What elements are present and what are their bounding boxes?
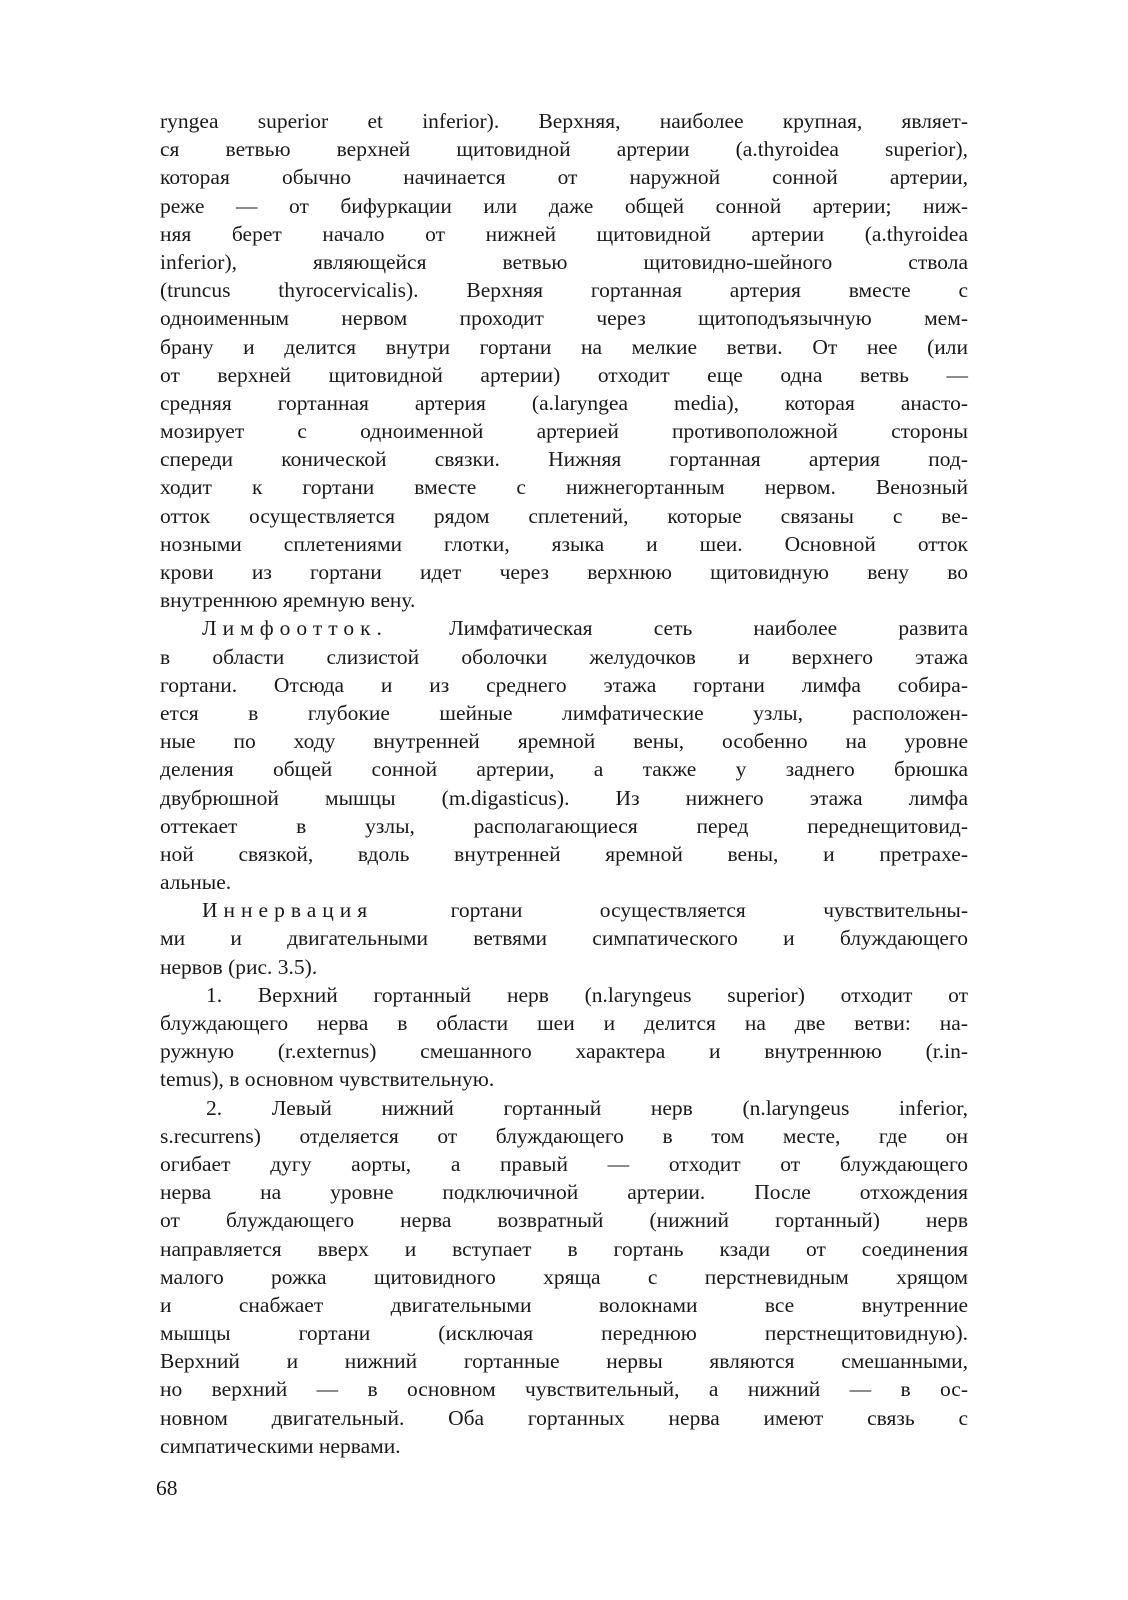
text-line: нозными сплетениями глотки, языка и шеи. Основной отток: [160, 531, 968, 556]
text-line: гортани. Отсюда и из среднего этажа гортани лимфа собира-: [160, 672, 968, 697]
text-line: малого рожка щитовидного хряща с перстневидным хрящом: [160, 1264, 968, 1289]
text-line: [160, 614, 968, 642]
text-line: средняя гортанная артерия (a.laryngea media), которая анасто-: [160, 390, 968, 415]
text-line: мышцы гортани (исключая переднюю перстнещитовидную).: [160, 1321, 968, 1346]
text-line: няя берет начало от нижней щитовидной артерии (a.thyroidea: [160, 221, 968, 246]
text-line: реже — от бифуркации или даже общей сонной артерии; ниж-: [160, 193, 968, 218]
text-line: которая обычно начинается от наружной сонной артерии,: [160, 165, 968, 190]
text-line: [160, 896, 968, 924]
text-line: крови из гортани идет через верхнюю щитовидную вену во: [160, 560, 968, 584]
text-line: деления общей сонной артерии, а также у заднего брюшка: [160, 757, 968, 782]
list-item-1: [160, 981, 968, 1094]
text-line: и снабжает двигательными волокнами все внутренние: [160, 1292, 968, 1317]
text-line: нерва на уровне подключичной артерии. После отхождения: [160, 1180, 968, 1205]
text-line: ryngea superior et inferior). Верхняя, наиболее крупная, являет-: [160, 109, 968, 133]
page-number: 68: [156, 1476, 178, 1500]
text-line: ми и двигательными ветвями симпатического и блуждающего: [160, 926, 968, 951]
paragraph-lymph: [160, 614, 968, 896]
text-line: от блуждающего нерва возвратный (нижний гортанный) нерв: [160, 1208, 968, 1233]
text-line: альные.: [160, 870, 232, 895]
text-line: одноименным нервом проходит через щитоподъязычную мем-: [160, 306, 968, 331]
text-line: 2. Левый нижний гортанный нерв (n.laryngeus inferior,: [206, 1095, 968, 1120]
text-line: мозирует с одноименной артерией противоположной стороны: [160, 419, 968, 444]
text-line: нервов (рис. 3.5).: [160, 954, 318, 979]
text-line: отток осуществляется рядом сплетений, которые связаны с ве-: [160, 503, 968, 528]
text-line: но верхний — в основном чувствительный, а нижний — в ос-: [160, 1377, 968, 1402]
heading-line-rest: гортани осуществляется чувствительны-: [450, 898, 969, 923]
text-line: ходит к гортани вместе с нижнегортанным нервом. Венозный: [160, 475, 968, 500]
text-line: блуждающего нерва в области шеи и делится на две ветви: на-: [160, 1011, 968, 1035]
text-line: ружную (r.externus) смешанного характера и внутреннюю (r.in-: [160, 1039, 968, 1064]
page-body: [160, 107, 968, 1460]
text-line: ется в глубокие шейные лимфатические узлы, расположен-: [160, 700, 968, 725]
text-line: (truncus thyrocervicalis). Верхняя гортанная артерия вместе с: [160, 278, 968, 303]
text-line: двубрюшной мышцы (m.digasticus). Из нижнего этажа лимфа: [160, 785, 968, 810]
text-line: оттекает в узлы, располагающиеся перед переднещитовид-: [160, 813, 968, 838]
text-line: огибает дугу аорты, а правый — отходит от блуждающего: [160, 1151, 968, 1176]
text-line: ся ветвью верхней щитовидной артерии (a.thyroidea superior),: [160, 137, 968, 162]
text-line: temus), в основном чувствительную.: [160, 1067, 495, 1092]
heading-line-rest: Лимфатическая сеть наиболее развита: [449, 616, 969, 641]
text-line: 1. Верхний гортанный нерв (n.laryngeus superior) отходит от: [206, 982, 968, 1007]
text-line: внутреннюю яремную вену.: [160, 588, 416, 613]
text-line: новном двигательный. Оба гортанных нерва имеют связь с: [160, 1405, 968, 1430]
list-item-2: [160, 1094, 968, 1460]
text-line: брану и делится внутри гортани на мелкие ветви. От нее (или: [160, 334, 968, 359]
text-line: s.recurrens) отделяется от блуждающего в том месте, где он: [160, 1123, 968, 1148]
section-heading-innervation: Иннервация: [202, 898, 374, 923]
text-line: направляется вверх и вступает в гортань кзади от соединения: [160, 1236, 968, 1261]
text-line: Верхний и нижний гортанные нервы являются смешанными,: [160, 1349, 968, 1374]
text-line: от верхней щитовидной артерии) отходит еще одна ветвь —: [160, 362, 968, 387]
section-heading-lymph: Лимфоотток.: [202, 616, 388, 641]
text-line: симпатическими нервами.: [160, 1433, 401, 1458]
text-line: ной связкой, вдоль внутренней яремной вены, и претрахе-: [160, 841, 968, 866]
text-line: в области слизистой оболочки желудочков и верхнего этажа: [160, 644, 968, 669]
paragraph-innervation: [160, 896, 968, 981]
paragraph-arteries: [160, 107, 968, 614]
text-line: спереди конической связки. Нижняя гортанная артерия под-: [160, 447, 968, 472]
text-line: ные по ходу внутренней яремной вены, особенно на уровне: [160, 729, 968, 754]
text-line: inferior), являющейся ветвью щитовидно-шейного ствола: [160, 249, 968, 274]
